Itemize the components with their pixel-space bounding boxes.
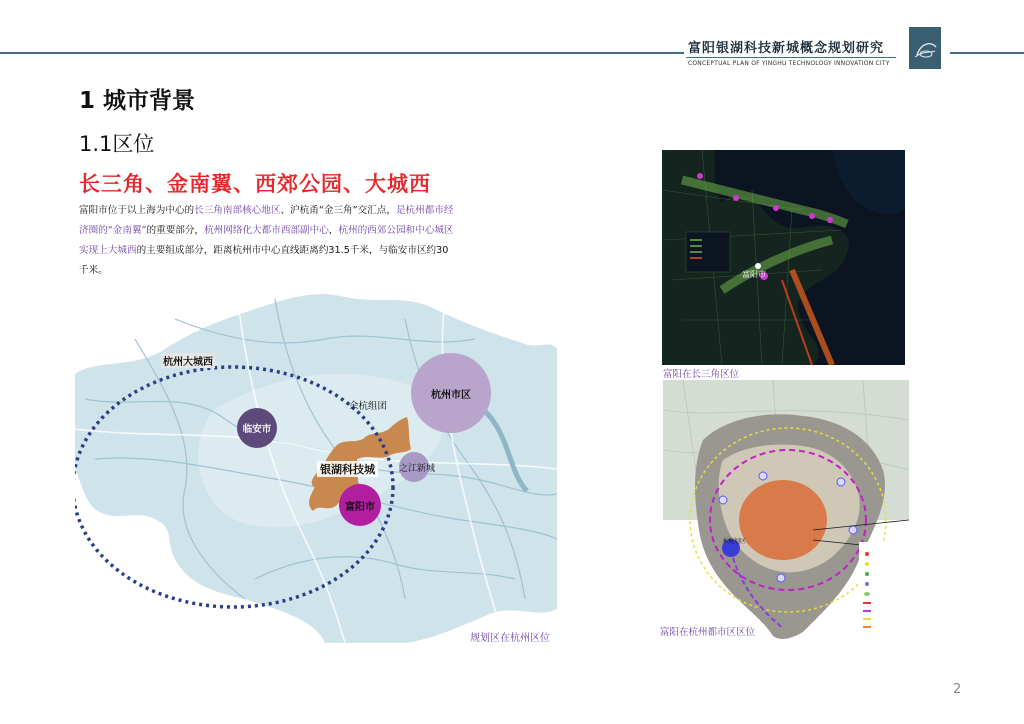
- delta-map-caption: 富阳在长三角区位: [663, 369, 740, 380]
- yinhu-label: 银湖科技城: [317, 461, 378, 477]
- fuyang-label: 富阳市: [345, 501, 375, 513]
- linan-circle: [237, 408, 277, 448]
- para-highlight: 是杭州都市经济圈的“金南翼”: [79, 205, 454, 236]
- fuyang-circle: [339, 484, 381, 526]
- page-number: 2: [953, 682, 962, 697]
- hangzhou-label: 杭州市区: [431, 389, 471, 401]
- map-background: [75, 279, 557, 643]
- logo-icon: [909, 27, 941, 69]
- yangtze-delta-map: [662, 150, 905, 365]
- header-rule-right: [950, 52, 1024, 54]
- document-title: 富阳银湖科技新城概念规划研究: [688, 41, 885, 56]
- hangzhou-location-map: [75, 279, 557, 643]
- hangzhou-city-circle: [411, 353, 491, 433]
- metro-map-graphic: [663, 380, 909, 642]
- linan-label: 临安市: [242, 424, 272, 435]
- header-title-underline: [686, 57, 896, 58]
- ring-label: 杭州大城西: [161, 353, 215, 368]
- para-text: 、沪杭甬“金三角”交汇点，: [280, 205, 396, 216]
- planning-site-label: 本规划区: [722, 538, 747, 545]
- metro-area-map: [663, 380, 909, 642]
- subsection-title: 1.1区位: [79, 132, 155, 156]
- para-highlight: 杭州网络化大都市西部副中心: [204, 225, 329, 236]
- para-text: 的主要组成部分，距离杭州市中心直线距离约31.5千米，与临安市区约30千米。: [79, 245, 449, 276]
- delta-fuyang-label: 富阳市: [742, 270, 766, 279]
- yuhang-cluster-label: 余杭组团: [349, 401, 388, 412]
- delta-map-graphic: [662, 150, 905, 365]
- document-subtitle: CONCEPTUAL PLAN OF YINGHU TECHNOLOGY INNOVATION CITY: [688, 60, 890, 67]
- headline: 长三角、金南翼、西郊公园、大城西: [79, 172, 431, 196]
- section-title: 1 城市背景: [79, 88, 196, 114]
- para-text: 富阳市位于以上海为中心的: [79, 205, 195, 216]
- para-highlight: 长三角南部核心地区: [194, 205, 281, 216]
- zhijiang-label: 之江新城: [399, 464, 436, 474]
- header-rule-left: [0, 52, 684, 54]
- location-description: [79, 201, 455, 281]
- main-map-caption: 规划区在杭州区位: [470, 633, 550, 644]
- para-text: 的重要部分，: [146, 225, 205, 236]
- para-text: ，: [328, 225, 339, 236]
- metro-map-caption: 富阳在杭州都市区区位: [660, 627, 756, 638]
- para-highlight: 杭州的西郊公园和中心城区实现上大城西: [79, 225, 454, 256]
